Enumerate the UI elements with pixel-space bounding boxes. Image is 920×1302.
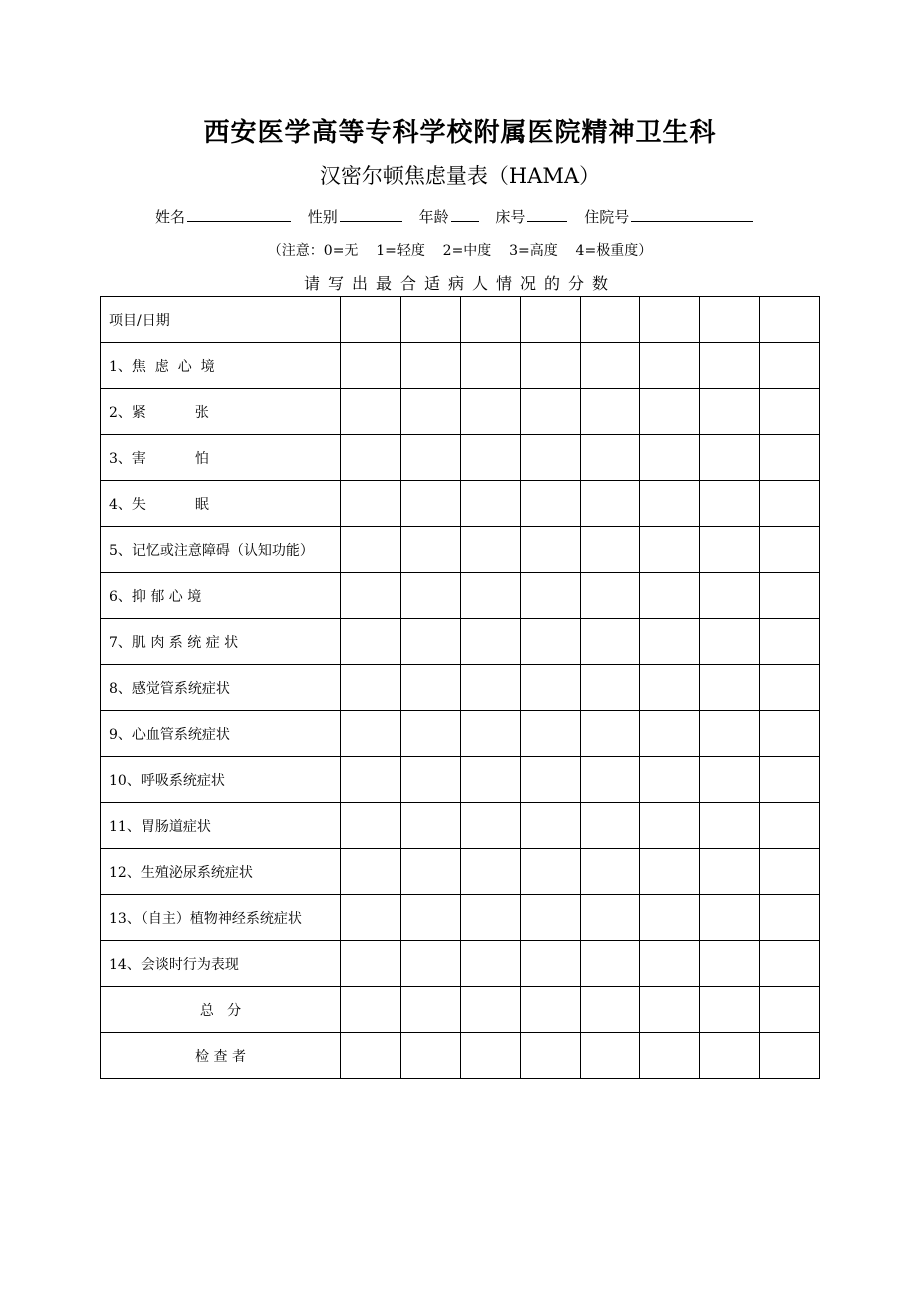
item-row-11 bbox=[101, 803, 820, 849]
score-cell[interactable] bbox=[341, 665, 401, 711]
score-cell[interactable] bbox=[460, 573, 520, 619]
score-cell[interactable] bbox=[520, 527, 580, 573]
item-row-6 bbox=[101, 573, 820, 619]
score-cell[interactable] bbox=[460, 711, 520, 757]
item-row-4-label: 4、失 眠 bbox=[101, 481, 341, 527]
score-cell[interactable] bbox=[341, 481, 401, 527]
score-cell[interactable] bbox=[760, 389, 820, 435]
patient-info-line bbox=[155, 206, 757, 227]
score-cell[interactable] bbox=[640, 435, 700, 481]
score-cell[interactable] bbox=[640, 987, 700, 1033]
score-cell[interactable] bbox=[520, 389, 580, 435]
score-cell[interactable] bbox=[640, 389, 700, 435]
age-field[interactable] bbox=[451, 206, 479, 222]
score-cell[interactable] bbox=[760, 1033, 820, 1079]
score-cell[interactable] bbox=[341, 435, 401, 481]
score-cell[interactable] bbox=[700, 619, 760, 665]
score-cell[interactable] bbox=[520, 711, 580, 757]
score-cell[interactable] bbox=[520, 619, 580, 665]
score-cell[interactable] bbox=[400, 619, 460, 665]
hama-scale-table bbox=[100, 296, 820, 1079]
score-cell[interactable] bbox=[341, 757, 401, 803]
institution-title: 西安医学高等专科学校附属医院精神卫生科 bbox=[203, 118, 717, 148]
item-row-13-label: 13、（自主）植物神经系统症状 bbox=[101, 895, 341, 941]
score-cell[interactable] bbox=[341, 1033, 401, 1079]
score-cell[interactable] bbox=[520, 297, 580, 343]
score-cell[interactable] bbox=[341, 527, 401, 573]
score-cell[interactable] bbox=[700, 987, 760, 1033]
score-cell[interactable] bbox=[341, 343, 401, 389]
score-cell[interactable] bbox=[460, 1033, 520, 1079]
score-cell[interactable] bbox=[520, 803, 580, 849]
score-cell[interactable] bbox=[580, 481, 640, 527]
score-cell[interactable] bbox=[341, 573, 401, 619]
item-row-14-label: 14、会谈时行为表现 bbox=[101, 941, 341, 987]
score-cell[interactable] bbox=[700, 711, 760, 757]
score-cell[interactable] bbox=[460, 849, 520, 895]
item-row-9-label: 9、心血管系统症状 bbox=[101, 711, 341, 757]
score-cell[interactable] bbox=[580, 665, 640, 711]
score-cell[interactable] bbox=[640, 803, 700, 849]
score-cell[interactable] bbox=[640, 343, 700, 389]
score-cell[interactable] bbox=[520, 757, 580, 803]
score-cell[interactable] bbox=[760, 987, 820, 1033]
score-cell[interactable] bbox=[640, 757, 700, 803]
score-cell[interactable] bbox=[400, 573, 460, 619]
score-cell[interactable] bbox=[640, 527, 700, 573]
score-cell[interactable] bbox=[580, 343, 640, 389]
score-cell[interactable] bbox=[580, 803, 640, 849]
score-cell[interactable] bbox=[341, 297, 401, 343]
score-cell[interactable] bbox=[760, 849, 820, 895]
score-cell[interactable] bbox=[520, 435, 580, 481]
score-cell[interactable] bbox=[700, 895, 760, 941]
score-cell[interactable] bbox=[640, 665, 700, 711]
score-cell[interactable] bbox=[460, 619, 520, 665]
score-cell[interactable] bbox=[700, 849, 760, 895]
scoring-note: （注意：0=无 1=轻度 2=中度 3=高度 4=极重度） bbox=[267, 243, 653, 259]
item-row-10 bbox=[101, 757, 820, 803]
name-field[interactable] bbox=[187, 206, 291, 222]
score-cell[interactable] bbox=[520, 481, 580, 527]
item-row-3-label: 3、害 怕 bbox=[101, 435, 341, 481]
score-cell[interactable] bbox=[460, 435, 520, 481]
score-cell[interactable] bbox=[760, 527, 820, 573]
score-cell[interactable] bbox=[520, 573, 580, 619]
score-cell[interactable] bbox=[341, 895, 401, 941]
score-cell[interactable] bbox=[580, 573, 640, 619]
score-cell[interactable] bbox=[760, 895, 820, 941]
score-cell[interactable] bbox=[760, 297, 820, 343]
score-cell[interactable] bbox=[400, 849, 460, 895]
score-cell[interactable] bbox=[640, 573, 700, 619]
item-row-8 bbox=[101, 665, 820, 711]
score-cell[interactable] bbox=[400, 527, 460, 573]
item-row-5-label: 5、记忆或注意障碍（认知功能） bbox=[101, 527, 341, 573]
score-cell[interactable] bbox=[580, 895, 640, 941]
admission-number-field[interactable] bbox=[631, 206, 753, 222]
score-cell[interactable] bbox=[520, 1033, 580, 1079]
score-cell[interactable] bbox=[700, 389, 760, 435]
score-cell[interactable] bbox=[580, 711, 640, 757]
score-cell[interactable] bbox=[580, 389, 640, 435]
score-cell[interactable] bbox=[640, 895, 700, 941]
score-cell[interactable] bbox=[400, 987, 460, 1033]
total-row-label: 总 分 bbox=[101, 987, 341, 1033]
score-cell[interactable] bbox=[580, 941, 640, 987]
score-cell[interactable] bbox=[700, 481, 760, 527]
item-row-5 bbox=[101, 527, 820, 573]
checker-row-label: 检 查 者 bbox=[101, 1033, 341, 1079]
score-cell[interactable] bbox=[460, 665, 520, 711]
item-row-11-label: 11、胃肠道症状 bbox=[101, 803, 341, 849]
score-cell[interactable] bbox=[341, 389, 401, 435]
score-cell[interactable] bbox=[580, 757, 640, 803]
item-row-3 bbox=[101, 435, 820, 481]
item-row-4 bbox=[101, 481, 820, 527]
score-cell[interactable] bbox=[580, 1033, 640, 1079]
score-cell[interactable] bbox=[400, 1033, 460, 1079]
score-cell[interactable] bbox=[700, 573, 760, 619]
item-row-1 bbox=[101, 343, 820, 389]
total-row bbox=[101, 987, 820, 1033]
score-cell[interactable] bbox=[400, 297, 460, 343]
score-cell[interactable] bbox=[341, 619, 401, 665]
score-cell[interactable] bbox=[760, 941, 820, 987]
score-cell[interactable] bbox=[760, 803, 820, 849]
score-cell[interactable] bbox=[400, 481, 460, 527]
bed-label: 床号 bbox=[495, 208, 526, 226]
header-row-label: 项目/日期 bbox=[101, 297, 341, 343]
score-cell[interactable] bbox=[760, 665, 820, 711]
score-cell[interactable] bbox=[400, 941, 460, 987]
score-cell[interactable] bbox=[400, 435, 460, 481]
score-cell[interactable] bbox=[341, 849, 401, 895]
item-row-1-label: 1、焦 虑 心 境 bbox=[101, 343, 341, 389]
sex-field[interactable] bbox=[340, 206, 402, 222]
admission-label: 住院号 bbox=[584, 208, 630, 226]
sex-label: 性别 bbox=[307, 208, 338, 226]
item-row-9 bbox=[101, 711, 820, 757]
score-cell[interactable] bbox=[760, 573, 820, 619]
score-cell[interactable] bbox=[460, 343, 520, 389]
header-row bbox=[101, 297, 820, 343]
instruction-prompt: 请写出最合适病人情况的分数 bbox=[303, 274, 616, 293]
score-cell[interactable] bbox=[580, 527, 640, 573]
score-cell[interactable] bbox=[760, 711, 820, 757]
name-label: 姓名 bbox=[155, 208, 186, 226]
score-cell[interactable] bbox=[580, 849, 640, 895]
score-cell[interactable] bbox=[400, 389, 460, 435]
score-cell[interactable] bbox=[640, 1033, 700, 1079]
score-cell[interactable] bbox=[760, 757, 820, 803]
score-cell[interactable] bbox=[700, 297, 760, 343]
score-cell[interactable] bbox=[460, 987, 520, 1033]
item-row-8-label: 8、感觉管系统症状 bbox=[101, 665, 341, 711]
item-row-14 bbox=[101, 941, 820, 987]
score-cell[interactable] bbox=[700, 1033, 760, 1079]
score-cell[interactable] bbox=[640, 849, 700, 895]
score-cell[interactable] bbox=[400, 895, 460, 941]
score-cell[interactable] bbox=[640, 297, 700, 343]
item-row-2-label: 2、紧 张 bbox=[101, 389, 341, 435]
item-row-12-label: 12、生殖泌尿系统症状 bbox=[101, 849, 341, 895]
score-cell[interactable] bbox=[520, 849, 580, 895]
score-cell[interactable] bbox=[460, 895, 520, 941]
form-title: 汉密尔顿焦虑量表（HAMA） bbox=[319, 164, 601, 188]
checker-row bbox=[101, 1033, 820, 1079]
score-cell[interactable] bbox=[760, 343, 820, 389]
score-cell[interactable] bbox=[640, 619, 700, 665]
score-cell[interactable] bbox=[520, 343, 580, 389]
score-cell[interactable] bbox=[460, 481, 520, 527]
score-cell[interactable] bbox=[520, 895, 580, 941]
score-cell[interactable] bbox=[460, 803, 520, 849]
score-cell[interactable] bbox=[700, 803, 760, 849]
score-cell[interactable] bbox=[400, 757, 460, 803]
score-cell[interactable] bbox=[341, 711, 401, 757]
score-cell[interactable] bbox=[640, 481, 700, 527]
item-row-7-label: 7、肌 肉 系 统 症 状 bbox=[101, 619, 341, 665]
score-cell[interactable] bbox=[700, 757, 760, 803]
score-cell[interactable] bbox=[640, 711, 700, 757]
score-cell[interactable] bbox=[700, 665, 760, 711]
score-cell[interactable] bbox=[460, 757, 520, 803]
score-cell[interactable] bbox=[341, 941, 401, 987]
score-cell[interactable] bbox=[580, 435, 640, 481]
score-cell[interactable] bbox=[700, 941, 760, 987]
bed-field[interactable] bbox=[527, 206, 567, 222]
score-cell[interactable] bbox=[760, 619, 820, 665]
score-cell[interactable] bbox=[400, 343, 460, 389]
score-cell[interactable] bbox=[520, 987, 580, 1033]
age-label: 年龄 bbox=[418, 208, 449, 226]
score-cell[interactable] bbox=[460, 527, 520, 573]
score-cell[interactable] bbox=[460, 941, 520, 987]
score-cell[interactable] bbox=[400, 665, 460, 711]
score-cell[interactable] bbox=[760, 435, 820, 481]
score-cell[interactable] bbox=[580, 297, 640, 343]
score-cell[interactable] bbox=[700, 527, 760, 573]
item-row-7 bbox=[101, 619, 820, 665]
score-cell[interactable] bbox=[520, 941, 580, 987]
score-cell[interactable] bbox=[341, 987, 401, 1033]
item-row-2 bbox=[101, 389, 820, 435]
score-cell[interactable] bbox=[580, 987, 640, 1033]
score-cell[interactable] bbox=[760, 481, 820, 527]
score-cell[interactable] bbox=[341, 803, 401, 849]
score-cell[interactable] bbox=[520, 665, 580, 711]
score-cell[interactable] bbox=[580, 619, 640, 665]
score-cell[interactable] bbox=[700, 435, 760, 481]
item-row-10-label: 10、呼吸系统症状 bbox=[101, 757, 341, 803]
item-row-6-label: 6、抑 郁 心 境 bbox=[101, 573, 341, 619]
score-cell[interactable] bbox=[460, 297, 520, 343]
score-cell[interactable] bbox=[400, 803, 460, 849]
score-cell[interactable] bbox=[400, 711, 460, 757]
score-cell[interactable] bbox=[700, 343, 760, 389]
item-row-13 bbox=[101, 895, 820, 941]
item-row-12 bbox=[101, 849, 820, 895]
score-cell[interactable] bbox=[460, 389, 520, 435]
score-cell[interactable] bbox=[640, 941, 700, 987]
